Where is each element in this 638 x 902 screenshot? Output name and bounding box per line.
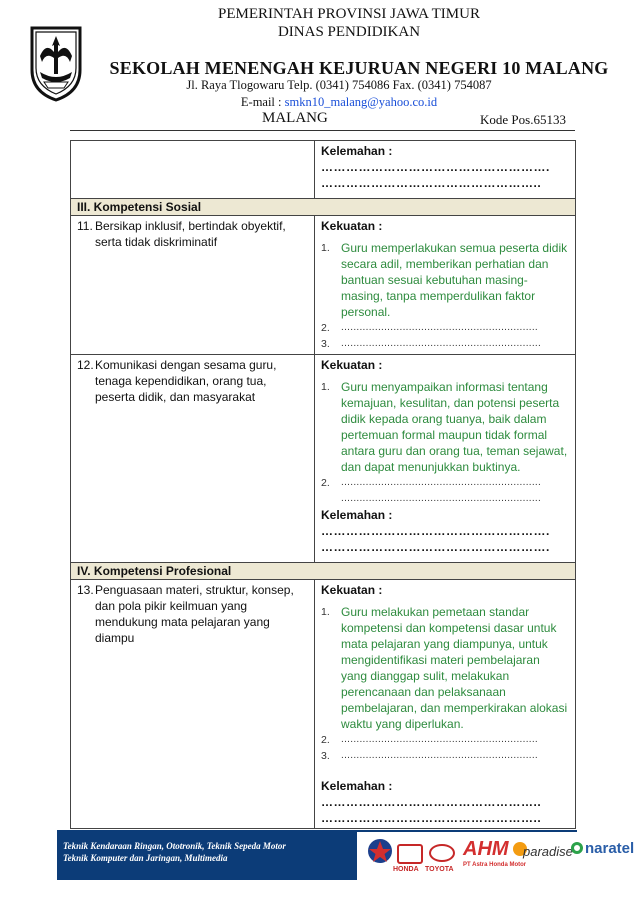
empty-cell <box>71 141 315 199</box>
city: MALANG <box>262 110 328 126</box>
postal-code: Kode Pos.65133 <box>480 112 566 127</box>
list-item: 2. ................................................................. <box>321 477 542 489</box>
footer <box>57 830 635 886</box>
school-name: SEKOLAH MENENGAH KEJURUAN NEGERI 10 MALANG <box>109 58 609 78</box>
gov-title: PEMERINTAH PROVINSI JAWA TIMUR <box>218 6 480 22</box>
header-divider <box>70 130 575 131</box>
strength-label: Kekuatan : <box>321 583 383 597</box>
list-item: ................................................................. <box>341 493 542 504</box>
criterion-text: Penguasaan materi, struktur, konsep, dan pola pikir keilmuan yang mendukung mata pelajaran yang diampu <box>95 583 294 645</box>
blank-line: ………………………………………………. <box>321 540 550 554</box>
toyota-emblem-icon <box>429 844 455 862</box>
strength-cell <box>315 355 576 563</box>
email-link[interactable]: smkn10_malang@yahoo.co.id <box>284 95 438 109</box>
table-row <box>71 355 576 563</box>
strength-list <box>321 604 569 764</box>
blank-line: …………………………………………….. <box>321 795 542 809</box>
blank-line: …………………………………………….. <box>321 811 542 825</box>
honda-wing-icon <box>397 844 423 864</box>
blank-line: ………………………………………………. <box>321 160 550 174</box>
section-header-professional: IV. Kompetensi Profesional <box>71 563 576 580</box>
criterion-number: 12. <box>77 358 94 372</box>
weakness-cell <box>315 141 576 199</box>
weakness-label: Kelemahan : <box>321 508 393 522</box>
footer-programs <box>57 830 357 880</box>
assessment-table <box>70 140 576 829</box>
strength-cell <box>315 216 576 355</box>
honda-logo: HONDA <box>393 866 419 873</box>
toyota-logo: TOYOTA <box>425 866 454 873</box>
criterion-text: Bersikap inklusif, bertindak obyektif, serta tidak diskriminatif <box>95 219 286 249</box>
school-address: Jl. Raya Tlogowaru Telp. (0341) 754086 Fax. (0341) 754087 <box>186 78 492 92</box>
table-row <box>71 141 576 199</box>
criterion-cell <box>71 580 315 829</box>
department-title: DINAS PENDIDIKAN <box>277 24 421 40</box>
ahm-logo: AHM <box>463 838 509 860</box>
criterion-cell <box>71 355 315 563</box>
criterion-text: Komunikasi dengan sesama guru, tenaga kependidikan, orang tua, peserta didik, dan masyarakat <box>95 358 277 404</box>
section-header-social: III. Kompetensi Sosial <box>71 199 576 216</box>
strength-list <box>321 379 569 507</box>
list-item: 3. ................................................................ <box>321 750 539 762</box>
blank-line: …………………………………………….. <box>321 176 542 190</box>
email-label: E-mail : <box>240 95 285 109</box>
program-line: Teknik Kendaraan Ringan, Ototronik, Teknik Sepeda Motor <box>63 841 286 851</box>
strength-list <box>321 240 569 352</box>
criterion-number: 11. <box>77 219 93 233</box>
paradise-logo: paradise <box>523 844 573 859</box>
letterhead <box>0 0 638 138</box>
school-email-line <box>20 95 638 110</box>
weakness-label: Kelemahan : <box>321 144 393 158</box>
blank-line: ………………………………………………. <box>321 524 550 538</box>
ahm-subtitle: PT Astra Honda Motor <box>463 862 527 868</box>
weakness-label: Kelemahan : <box>321 779 393 793</box>
criterion-cell <box>71 216 315 355</box>
list-item: 3. ................................................................. <box>321 338 542 350</box>
star-emblem-icon <box>367 838 393 864</box>
criterion-number: 13. <box>77 583 94 597</box>
program-line: Teknik Komputer dan Jaringan, Multimedia <box>63 853 228 863</box>
table-row <box>71 580 576 829</box>
naratel-logo: naratel <box>585 840 635 857</box>
list-item: 2. ................................................................ <box>321 734 539 746</box>
strength-label: Kekuatan : <box>321 219 383 233</box>
strength-label: Kekuatan : <box>321 358 383 372</box>
strength-cell <box>315 580 576 829</box>
partner-logos <box>367 836 637 880</box>
naratel-emblem-icon <box>571 842 583 854</box>
table-row <box>71 216 576 355</box>
list-item: 2. ................................................................ <box>321 322 539 334</box>
list-item: 1. Guru melakukan pemetaan standar kompetensi dan kompetensi dasar untuk mata pelajaran yang diampunya, untuk mengidentifikasi materi pembelajaran yang dianggap sulit, melakukan perencanaan dan pelaksanaan pembelajaran, dan memperkirakan alokasi waktu yang diperlukan. <box>321 605 568 731</box>
list-item: 1. Guru menyampaikan informasi tentang kemajuan, kesulitan, dan potensi peserta didik kepada orang tuanya, baik dalam pertemuan formal maupun tidak formal antara guru dan orang tua, teman sejawat, dan dapat menunjukkan buktinya. <box>321 380 568 474</box>
list-item: 1. Guru memperlakukan semua peserta didik secara adil, memberikan perhatian dan bantuan sesuai kebutuhan masing-masing, tanpa memperdulikan faktor personal. <box>321 241 568 319</box>
